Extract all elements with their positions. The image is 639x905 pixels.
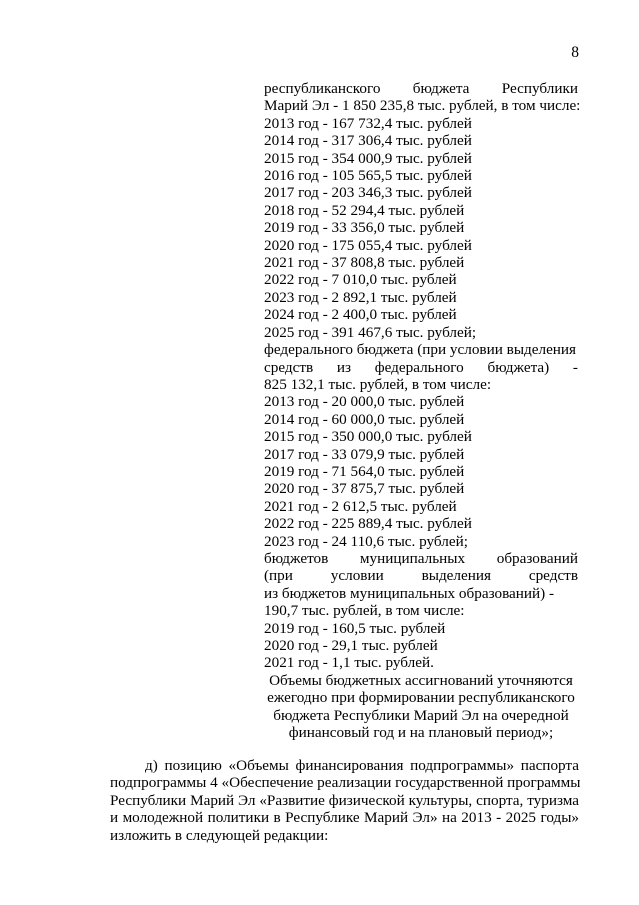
note-line: ежегодно при формировании республиканского (267, 689, 575, 707)
year-amount-line: 2019 год - 71 564,0 тыс. рублей (264, 462, 465, 480)
municipal-budget-heading-line-2 (264, 567, 578, 584)
note-line: бюджета Республики Марий Эл на очередной (273, 706, 569, 724)
year-amount-line: 2016 год - 105 565,5 тыс. рублей (264, 167, 472, 185)
federal-budget-total: 825 132,1 тыс. рублей, в том числе: (264, 375, 492, 393)
municipal-budget-heading-line-3: из бюджетов муниципальных образований) - (264, 584, 555, 602)
municipal-budget-heading-line (264, 550, 578, 567)
year-amount-line: 2022 год - 225 889,4 тыс. рублей (264, 515, 472, 533)
federal-budget-section (264, 341, 578, 550)
page-number: 8 (571, 44, 579, 61)
year-amount-line: 2015 год - 354 000,9 тыс. рублей (264, 149, 472, 167)
republic-budget-total: Марий Эл - 1 850 235,8 тыс. рублей, в том числе: (264, 97, 581, 115)
republic-budget-heading-line (264, 80, 578, 97)
note-line: финансовый год и на плановый период»; (288, 724, 554, 742)
year-amount-line: 2020 год - 29,1 тыс. рублей (264, 637, 438, 654)
year-amount-line: 2023 год - 24 110,6 тыс. рублей; (264, 532, 468, 550)
instruction-line: подпрограммы 4 «Обеспечение реализации государственной программы (110, 774, 581, 792)
word: условии (330, 567, 384, 585)
note-line: Объемы бюджетных ассигнований уточняются (269, 671, 573, 689)
municipal-budget-section (264, 550, 578, 672)
funding-sources-block (264, 80, 581, 742)
instruction-line: и молодежной политики в Республике Марий Эл» на 2013 - 2025 годы» (110, 809, 579, 827)
word: средств (264, 358, 314, 376)
word: - (572, 358, 578, 376)
word: бюджета (412, 80, 470, 97)
word: Республики (501, 80, 578, 97)
year-amount-line: 2024 год - 2 400,0 тыс. рублей (264, 306, 457, 324)
year-amount-line: 2022 год - 7 010,0 тыс. рублей (264, 271, 457, 289)
year-amount-line: 2014 год - 317 306,4 тыс. рублей (264, 132, 472, 150)
year-amount-line: 2013 год - 167 732,4 тыс. рублей (264, 114, 472, 132)
year-amount-line: 2020 год - 175 055,4 тыс. рублей (264, 236, 472, 254)
year-amount-line: 2015 год - 350 000,0 тыс. рублей (264, 428, 472, 446)
year-amount-line: 2018 год - 52 294,4 тыс. рублей (264, 201, 465, 219)
year-amount-line: 2019 год - 160,5 тыс. рублей (264, 619, 446, 637)
word: (при (264, 567, 293, 585)
year-amount-line: 2017 год - 33 079,9 тыс. рублей (264, 445, 465, 463)
budget-note (264, 672, 578, 742)
republic-budget-section (264, 80, 581, 341)
word: муниципальных (359, 549, 466, 567)
instruction-line: Республики Марий Эл «Развитие физической культуры, спорта, туризма (110, 791, 579, 809)
federal-budget-heading-line-2 (264, 359, 578, 376)
year-amount-line: 2013 год - 20 000,0 тыс. рублей (264, 393, 465, 411)
year-amount-line: 2014 год - 60 000,0 тыс. рублей (264, 410, 465, 428)
instruction-line: д) позицию «Объемы финансирования подпрограммы» паспорта (145, 757, 579, 774)
year-amount-line: 2021 год - 2 612,5 тыс. рублей (264, 497, 457, 515)
federal-budget-heading-line: федерального бюджета (при условии выделения (264, 341, 577, 359)
word: бюджета) (487, 358, 550, 376)
year-amount-line: 2023 год - 2 892,1 тыс. рублей (264, 288, 457, 306)
word: средств (528, 567, 578, 585)
year-amount-line: 2019 год - 33 356,0 тыс. рублей (264, 219, 465, 237)
municipal-budget-total: 190,7 тыс. рублей, в том числе: (264, 602, 465, 620)
instruction-line: изложить в следующей редакции: (110, 826, 329, 844)
word: бюджетов (264, 549, 329, 567)
year-amount-line: 2025 год - 391 467,6 тыс. рублей; (264, 323, 477, 341)
word: республиканского (264, 80, 381, 97)
instruction-paragraph (110, 757, 579, 844)
year-amount-line: 2021 год - 37 808,8 тыс. рублей (264, 254, 465, 272)
word: выделения (421, 567, 491, 585)
year-amount-line: 2017 год - 203 346,3 тыс. рублей (264, 184, 472, 202)
word: образований (496, 549, 578, 567)
year-amount-line: 2021 год - 1,1 тыс. рублей. (264, 654, 434, 672)
word: федерального (374, 358, 464, 376)
word: из (336, 358, 352, 376)
year-amount-line: 2020 год - 37 875,7 тыс. рублей (264, 480, 465, 498)
